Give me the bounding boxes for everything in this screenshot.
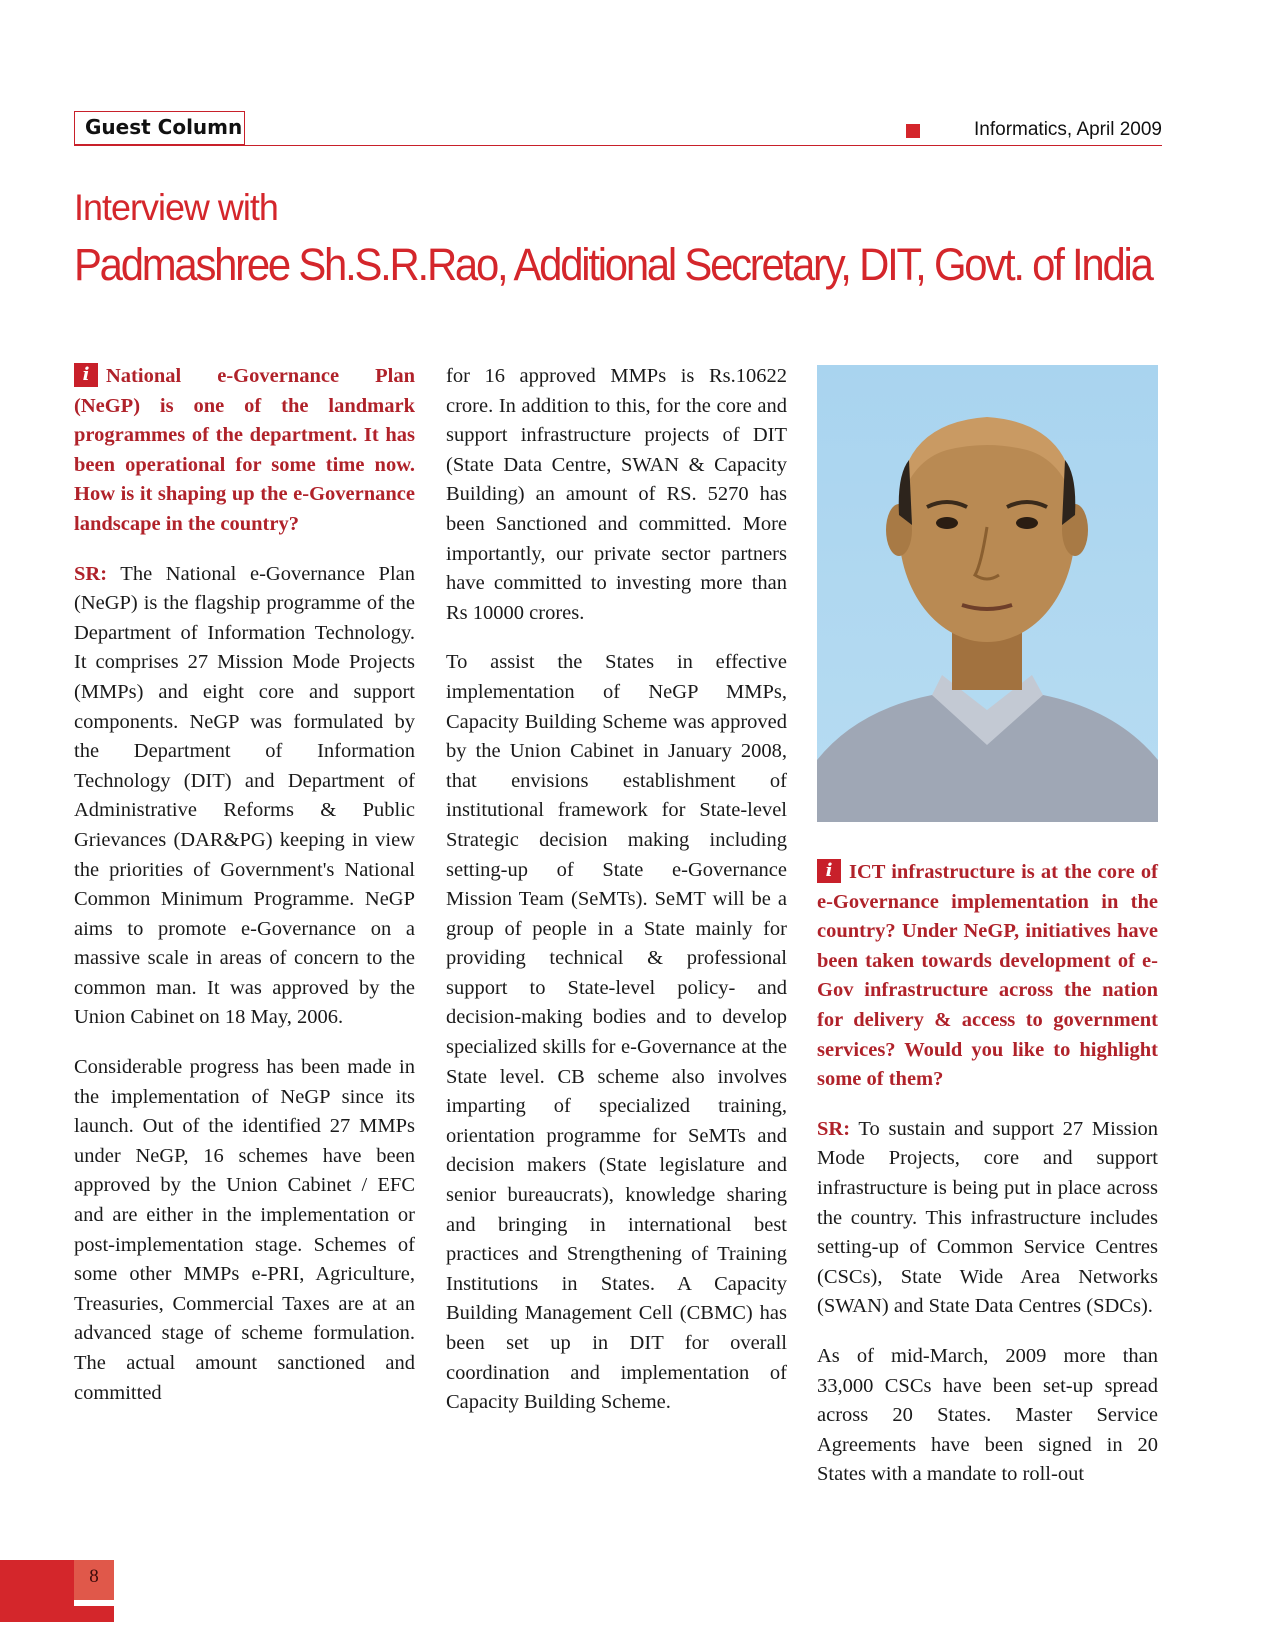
question-2	[817, 858, 1158, 1095]
question-1	[74, 362, 415, 540]
paragraph-funding: for 16 approved MMPs is Rs.10622 crore. In addition to this, for the core and support infrastructure projects of DIT (State Data Centre, SWAN & Capacity Building) an amount of RS. 5270 has been Sanctioned and committed. More importantly, our private sector partners have committed to investing more than Rs 10000 crores.	[446, 365, 787, 624]
footer-accent-block	[74, 1606, 114, 1622]
answer-1-label: SR:	[74, 562, 108, 585]
column-1	[74, 362, 415, 1428]
portrait-photo	[817, 365, 1158, 822]
answer-2-text: To sustain and support 27 Mission Mode Projects, core and support infrastructure is being put in place across the country. This infrastructure includes setting-up of Common Service Centres (CSCs), State Wide Area Networks (SWAN) and State Data Centres (SDCs).	[817, 1117, 1158, 1318]
info-i-icon: i	[817, 859, 841, 883]
header-divider	[74, 145, 1162, 146]
info-i-icon: i	[74, 363, 98, 387]
title-line-1: Interview with	[74, 187, 278, 228]
question-1-text: National e-Governance Plan (NeGP) is one of the landmark programmes of the department. It has been operational for some time now. How is it shaping up the e-Governance landscape in the country?	[74, 365, 415, 535]
question-2-text: ICT infrastructure is at the core of e-Governance implementation in the country? Under NeGP, initiatives have been taken towards development of e-Gov infrastructure across the nation for delivery & access to government services? Would you like to highlight some of them?	[817, 861, 1158, 1091]
column-2	[446, 362, 787, 1438]
paragraph-progress: Considerable progress has been made in the implementation of NeGP since its launch. Out of the identified 27 MMPs under NeGP, 16 schemes have been approved by the Union Cabinet / EFC and are either in the implementation or post-implementation stage. Schemes of some other MMPs e-PRI, Agriculture, Treasuries, Commercial Taxes are at an advanced stage of scheme formulation. The actual amount sanctioned and committed	[74, 1056, 415, 1404]
answer-1	[74, 560, 415, 1034]
answer-2-label: SR:	[817, 1117, 851, 1140]
title-line-2: Padmashree Sh.S.R.Rao, Additional Secretary, DIT, Govt. of India	[74, 239, 1152, 290]
paragraph-capacity-building: To assist the States in effective implementation of NeGP MMPs, Capacity Building Scheme was approved by the Union Cabinet in January 2008, that envisions establishment of institutional framework for State-level Strategic decision making including setting-up of State e-Governance Mission Team (SeMTs). SeMT will be a group of people in a State mainly for providing technical & professional support to State-level policy- and decision-making bodies and to develop specialized skills for e-Governance at the State level. CB scheme also involves imparting of specialized training, orientation programme for SeMTs and decision makers (State legislature and senior bureaucrats), knowledge sharing and bringing in international best practices and Strengthening of Training Institutions in States. A Capacity Building Management Cell (CBMC) has been set up in DIT for overall coordination and implementation of Capacity Building Scheme.	[446, 651, 787, 1414]
paragraph-csc: As of mid-March, 2009 more than 33,000 CSCs have been set-up spread across 20 States. Master Service Agreements have been signed in 20 States with a mandate to roll-out	[817, 1344, 1158, 1486]
answer-2	[817, 1115, 1158, 1322]
issue-label: Informatics, April 2009	[974, 119, 1162, 140]
column-3	[817, 858, 1158, 1510]
footer-color-block	[0, 1560, 74, 1622]
answer-1-text: The National e-Governance Plan (NeGP) is the flagship programme of the Department of Information Technology. It comprises 27 Mission Mode Projects (MMPs) and eight core and support components. NeGP was formulated by the Department of Information Technology (DIT) and Department of Administrative Reforms & Public Grievances (DAR&PG) keeping in view the priorities of Government's National Common Minimum Programme. NeGP aims to promote e-Governance on a massive scale in areas of concern to the common man. It was approved by the Union Cabinet on 18 May, 2006.	[74, 562, 415, 1029]
section-label: Guest Column	[74, 111, 245, 145]
header-square-marker	[906, 124, 920, 138]
page-number: 8	[89, 1566, 99, 1587]
